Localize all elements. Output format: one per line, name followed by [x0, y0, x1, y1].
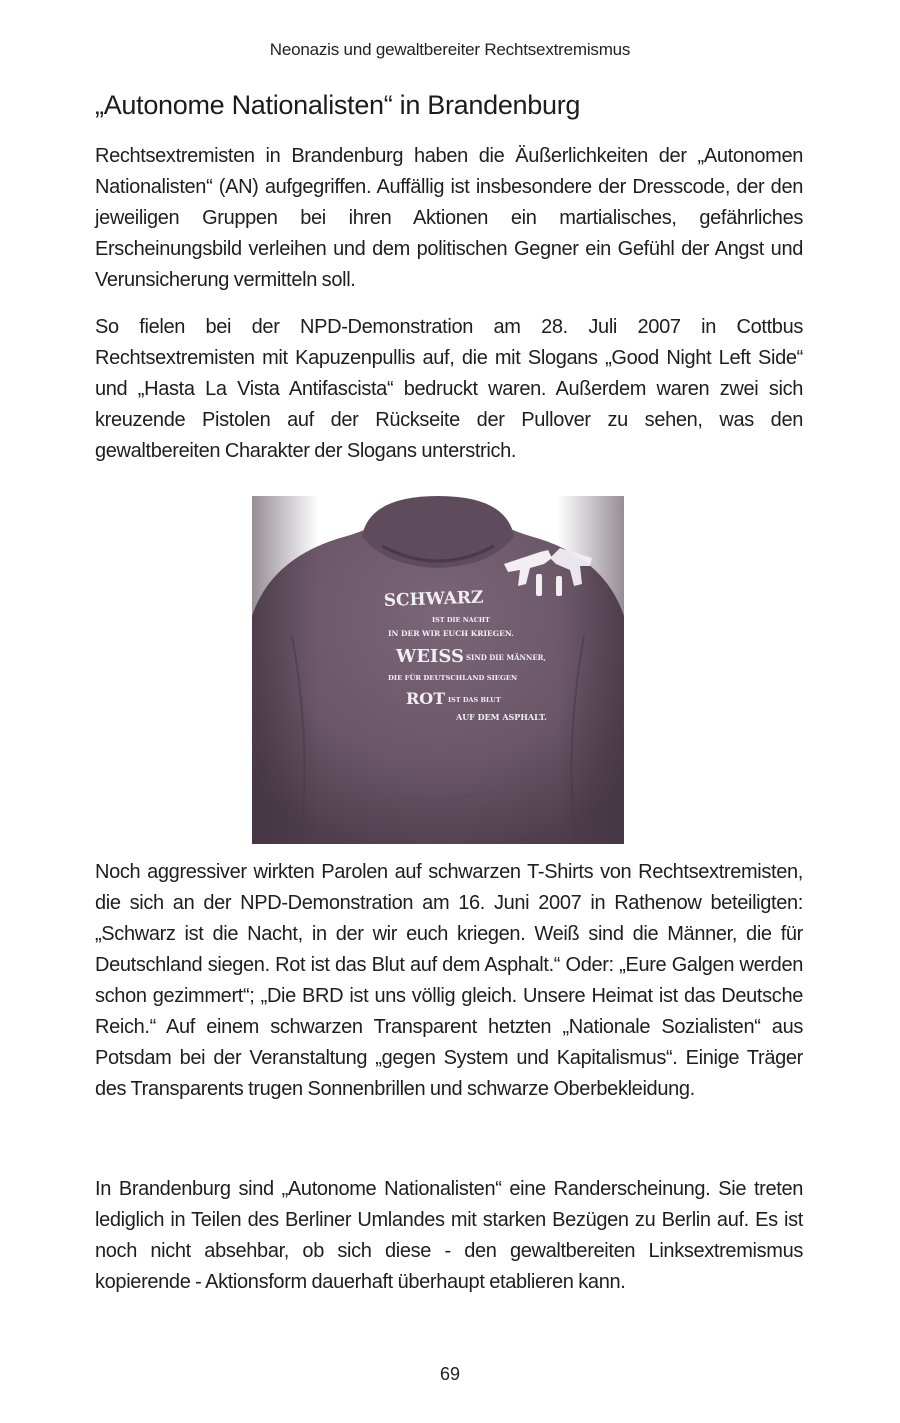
section-title: „Autonome Nationalisten“ in Brandenburg [95, 90, 581, 120]
shirt-line-rot: ROT [406, 689, 446, 708]
hoodie-photo [252, 496, 624, 844]
running-header: Neonazis und gewaltbereiter Rechtsextremismus [269, 40, 631, 59]
paragraph-cottbus: So fielen bei der NPD-Demonstration am 28. Juli 2007 in Cottbus Rechtsextremisten mit Kapuzenpullis auf, die mit Slogans „Good Night Left Side“ und „Hasta La Vista Antifascista“ bedruckt waren. Außerdem waren zwei sich kreuzende Pistolen auf der Rückseite der Pullover zu sehen, was den gewaltbereiten Charakter der Slogans unterstrich. [95, 316, 803, 462]
shirt-line-blut: IST DAS BLUT [448, 696, 501, 704]
paragraph-rathenow: Noch aggressiver wirkten Parolen auf schwarzen T-Shirts von Rechtsextremisten, die sich an der NPD-Demonstration am 16. Juni 2007 in Rathenow beteiligten: „Schwarz ist die Nacht, in der wir euch kriegen. Weiß sind die Männer, die für Deutschland siegen. Rot ist das Blut auf dem Asphalt.“ Oder: „Eure Galgen werden schon gezimmert“; „Die BRD ist uns völlig gleich. Unsere Heimat ist das Deutsche Reich.“ Auf einem schwarzen Transparent hetzten „Nationale Sozialisten“ aus Potsdam bei der Veranstaltung „gegen System und Kapitalismus“. Einige Träger des Transparents trugen Sonnenbrillen und schwarze Oberbekleidung. [95, 861, 803, 1100]
shirt-line-asphalt: AUF DEM ASPHALT. [456, 712, 547, 722]
paragraph-conclusion: In Brandenburg sind „Autonome Nationalisten“ eine Randerscheinung. Sie treten lediglich in Teilen des Berliner Umlandes mit starken Bezügen zu Berlin auf. Es ist noch nicht absehbar, ob sich diese - den gewaltbereiten Linksextremismus kopierende - Aktionsform dauerhaft überhaupt etablieren kann. [95, 1178, 803, 1293]
page-number: 69 [439, 1364, 461, 1384]
shirt-line-schwarz: SCHWARZ [383, 587, 484, 611]
shirt-line-maenner: SIND DIE MÄNNER, [466, 653, 546, 662]
shirt-line-weiss: WEISS [396, 646, 464, 667]
paragraph-intro: Rechtsextremisten in Brandenburg haben die Äußerlichkeiten der „Autonomen Nationalisten“ (AN) aufgegriffen. Auffällig ist insbesondere der Dresscode, der den jeweiligen Gruppen bei ihren Aktionen ein martialisches, gefährliches Erscheinungsbild verleihen und dem politischen Gegner ein Gefühl der Angst und Verunsicherung vermitteln soll. [95, 145, 803, 291]
shirt-line-nacht: IST DIE NACHT [432, 616, 490, 624]
shirt-line-kriegen: IN DER WIR EUCH KRIEGEN. [388, 629, 514, 638]
shirt-line-siegen: DIE FÜR DEUTSCHLAND SIEGEN [388, 674, 518, 682]
